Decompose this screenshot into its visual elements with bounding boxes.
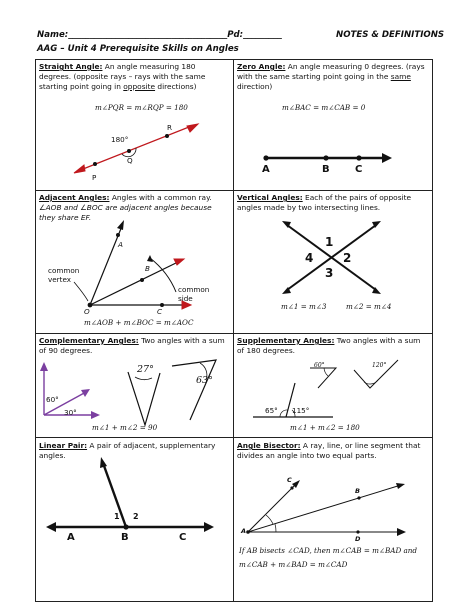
angle-bisector-title: Angle Bisector: xyxy=(237,441,301,450)
vertical-angles-definition: Vertical Angles: Each of the pairs of opposite angles made by two intersecting lines. xyxy=(237,193,412,212)
supplementary-title: Supplementary Angles: xyxy=(237,336,335,345)
linear-pair-title: Linear Pair: xyxy=(39,441,88,450)
bisector-point-d-label: D xyxy=(355,535,361,543)
complementary-title: Complementary Angles: xyxy=(39,336,139,345)
adj-point-c-label: C xyxy=(157,307,163,316)
linear-point-a-label: A xyxy=(67,532,75,543)
adj-point-b-label: B xyxy=(145,264,150,273)
complementary-equation: m∠1 + m∠2 = 90 xyxy=(92,423,158,432)
adjacent-angles-title: Adjacent Angles: xyxy=(39,193,110,202)
common-vertex-label: common vertex xyxy=(48,266,80,284)
adjacent-equation: m∠AOB + m∠BOC = m∠AOC xyxy=(84,318,194,327)
supplementary-equation: m∠1 + m∠2 = 180 xyxy=(290,423,360,432)
notes-title: NOTES & DEFINITIONS xyxy=(336,30,445,40)
comp-angle-63: 63° xyxy=(196,375,213,386)
bisector-point-c-label: C xyxy=(287,476,292,484)
vertical-angle-3: 3 xyxy=(325,266,334,280)
zero-point-c-label: C xyxy=(355,164,363,175)
complementary-definition: Complementary Angles: Two angles with a sum of 90 degrees. xyxy=(39,336,225,355)
supp-angle-65: 65° xyxy=(265,406,278,415)
vertical-angle-2: 2 xyxy=(343,251,352,265)
bisector-point-b-label: B xyxy=(355,487,360,495)
comp-angle-30: 30° xyxy=(64,408,77,417)
name-line: Name:_____________________________________Pd:_________ xyxy=(37,30,282,40)
comp-angle-60: 60° xyxy=(46,395,59,404)
zero-point-a-label: A xyxy=(262,164,270,175)
common-side-label: common side xyxy=(178,285,210,303)
zero-angle-equation: m∠BAC = m∠CAB = 0 xyxy=(282,103,366,112)
comp-angle-27: 27° xyxy=(137,364,154,375)
straight-angle-degree: 180° xyxy=(111,135,129,144)
linear-pair-definition: Linear Pair: A pair of adjacent, supplementary angles. xyxy=(39,441,216,460)
bisector-point-a-label: A xyxy=(241,527,247,535)
bisector-equation-2: m∠CAB + m∠BAD = m∠CAD xyxy=(239,560,348,569)
point-q-label: Q xyxy=(127,156,133,165)
vertical-angles-title: Vertical Angles: xyxy=(237,193,303,202)
zero-angle-title: Zero Angle: xyxy=(237,62,286,71)
supp-angle-60: 60° xyxy=(314,362,325,369)
angle-bisector-definition: Angle Bisector: A ray, line, or line segment that divides an angle into two equal parts. xyxy=(237,441,421,460)
straight-angle-equation: m∠PQR = m∠RQP = 180 xyxy=(95,103,188,112)
linear-angle-1: 1 xyxy=(114,512,120,521)
supp-angle-115: 115° xyxy=(292,406,310,415)
point-r-label: R xyxy=(167,123,172,132)
adj-point-a-label: A xyxy=(118,240,123,249)
supplementary-definition: Supplementary Angles: Two angles with a sum of 180 degrees. xyxy=(237,336,421,355)
straight-angle-definition: Straight Angle: An angle measuring 180 degrees. (opposite rays – rays with the same starting point going in opposite directions) xyxy=(39,62,206,91)
adjacent-angles-definition: Adjacent Angles: Angles with a common ray. ∠AOB and ∠BOC are adjacent angles because they share EF. xyxy=(39,193,212,222)
vertical-angle-4: 4 xyxy=(305,251,314,265)
point-p-label: P xyxy=(92,173,97,182)
vertical-angle-1: 1 xyxy=(325,235,334,249)
linear-point-c-label: C xyxy=(179,532,187,543)
zero-angle-definition: Zero Angle: An angle measuring 0 degrees. (rays with the same starting point going in the same direction) xyxy=(237,62,425,91)
zero-point-b-label: B xyxy=(322,164,330,175)
supp-angle-120: 120° xyxy=(372,362,387,369)
page-subtitle: AAG – Unit 4 Prerequisite Skills on Angles xyxy=(37,44,239,54)
linear-angle-2: 2 xyxy=(133,512,139,521)
vertical-equation-1: m∠1 = m∠3 xyxy=(281,302,327,311)
bisector-equation-1: If AB bisects ∠CAD, then m∠CAB = m∠BAD and xyxy=(239,546,418,555)
vertical-equation-2: m∠2 = m∠4 xyxy=(346,302,392,311)
adj-point-o-label: O xyxy=(84,307,90,316)
linear-point-b-label: B xyxy=(121,532,129,543)
straight-angle-title: Straight Angle: xyxy=(39,62,103,71)
